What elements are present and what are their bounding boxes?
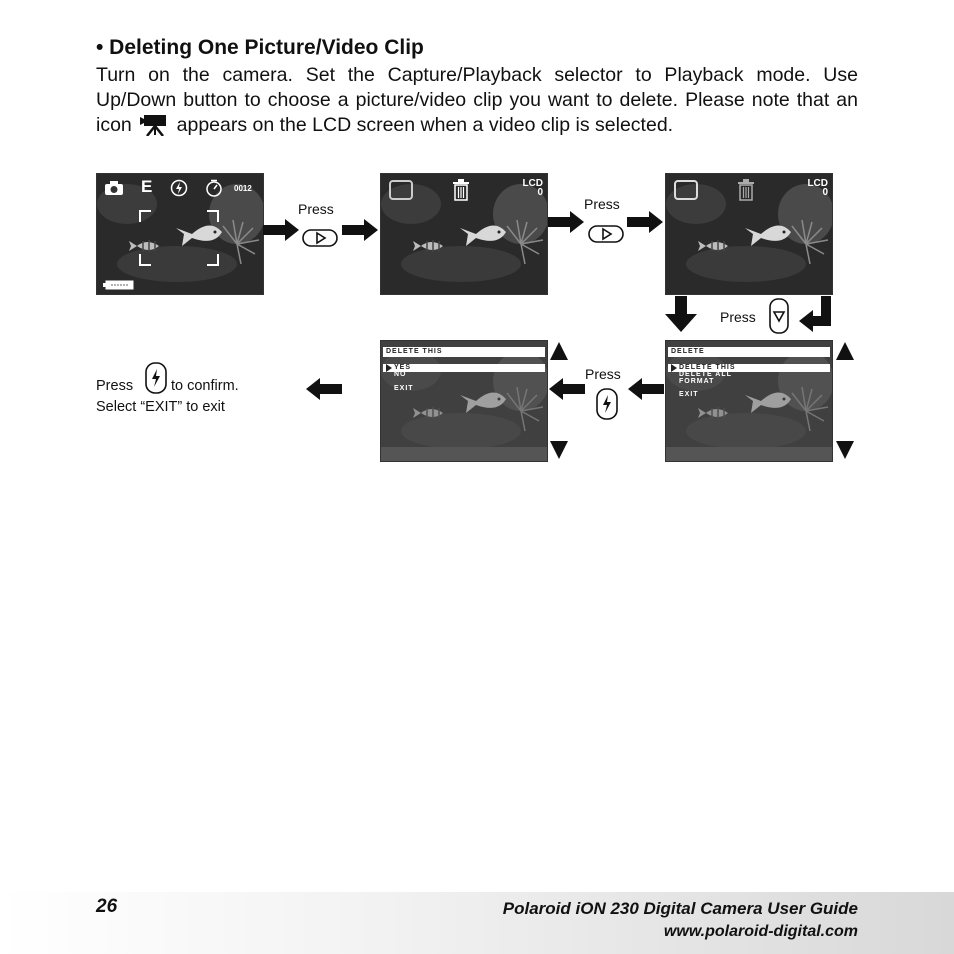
menu-item-no[interactable]: NO	[394, 371, 407, 378]
arrow-right-2	[342, 219, 378, 241]
arrow-down-1	[665, 296, 697, 332]
press-label-3: Press	[720, 309, 756, 325]
menu-item-yes[interactable]: YES	[394, 364, 412, 371]
ok-button-icon-2	[145, 362, 167, 394]
arrow-right-1	[263, 219, 299, 241]
lcd-screen-delete-menu	[665, 340, 833, 462]
frame-icon	[389, 180, 413, 200]
menu-item-format[interactable]: FORMAT	[679, 378, 715, 385]
final-exit-label: Select “EXIT” to exit	[96, 399, 225, 415]
self-timer-icon	[205, 179, 223, 197]
arrow-right-4	[627, 211, 663, 233]
menu-cursor-icon	[386, 364, 392, 372]
press-label-4: Press	[585, 366, 621, 382]
intro-text-before: Turn on the camera. Set the Capture/Playback selector to Playback mode. Use Up/Down button to choose a picture/video clip you want to delete. Please note that an icon	[96, 64, 858, 136]
right-button-icon	[302, 229, 338, 247]
arrow-left-1	[628, 378, 664, 400]
scroll-up-icon	[836, 342, 854, 360]
focus-frame	[139, 210, 219, 266]
scroll-down-icon	[550, 441, 568, 459]
video-camera-icon	[137, 114, 171, 136]
arrow-left-3	[306, 378, 342, 400]
menu-item-exit[interactable]: EXIT	[394, 385, 414, 392]
menu-item-delete-this[interactable]: DELETE THIS	[679, 364, 736, 371]
scroll-down-icon	[836, 441, 854, 459]
trash-icon	[452, 179, 470, 201]
press-label-1: Press	[298, 201, 334, 217]
menu-item-exit[interactable]: EXIT	[679, 391, 699, 398]
camera-icon	[103, 180, 125, 196]
frame-icon	[674, 180, 698, 200]
lcd-indicator: LCD 0	[522, 178, 543, 198]
lcd-screen-confirm-menu	[380, 340, 548, 462]
footer-url[interactable]: www.polaroid-digital.com	[663, 923, 858, 940]
page-number: 26	[96, 896, 118, 917]
arrow-left-2	[549, 378, 585, 400]
menu-header: DELETE	[668, 347, 830, 357]
down-button-icon	[769, 298, 789, 334]
menu-cursor-icon	[671, 364, 677, 372]
lcd-screen-playback-2	[665, 173, 833, 295]
ok-button-icon	[596, 388, 618, 420]
shot-counter: 0012	[234, 184, 252, 193]
scroll-up-icon	[550, 342, 568, 360]
flash-off-icon	[170, 179, 188, 197]
trash-icon	[737, 179, 755, 201]
lcd-indicator: LCD 0	[807, 178, 828, 198]
quality-indicator: E	[141, 177, 153, 196]
menu-header: DELETE THIS	[383, 347, 545, 357]
arrow-right-3	[548, 211, 584, 233]
intro-text-after: appears on the LCD screen when a video clip is selected.	[176, 114, 674, 136]
battery-icon	[103, 280, 135, 290]
intro-paragraph	[96, 63, 858, 138]
right-button-icon-2	[588, 225, 624, 243]
final-confirm-label: to confirm.	[171, 378, 239, 394]
menu-item-delete-all[interactable]: DELETE ALL	[679, 371, 732, 378]
lcd-screen-capture	[96, 173, 264, 295]
arrow-curved-left-down	[797, 296, 833, 332]
lcd-screen-playback-1	[380, 173, 548, 295]
section-heading: • Deleting One Picture/Video Clip	[96, 36, 424, 59]
footer-title: Polaroid iON 230 Digital Camera User Guide	[502, 899, 858, 918]
press-label-2: Press	[584, 196, 620, 212]
final-press-label: Press	[96, 378, 134, 394]
